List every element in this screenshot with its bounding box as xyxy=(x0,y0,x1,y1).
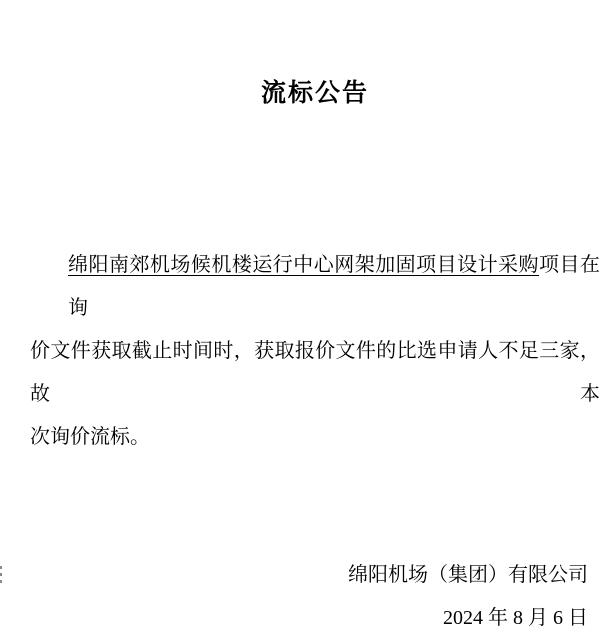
scan-artifact-dot xyxy=(0,580,2,583)
scan-artifact-marks xyxy=(0,566,3,587)
announcement-body xyxy=(30,244,600,459)
body-line-2: 价文件获取截止时间时，获取报价文件的比选申请人不足三家，故本 xyxy=(30,340,600,405)
announcement-date: 2024 年 8 月 6 日 xyxy=(443,607,588,629)
scan-artifact-dot xyxy=(0,573,2,576)
scan-artifact-dot xyxy=(0,566,2,569)
company-name: 绵阳机场（集团）有限公司 xyxy=(348,564,588,586)
announcement-title: 流标公告 xyxy=(260,80,369,107)
body-line-1 xyxy=(30,244,600,330)
body-line-1-rest: 项目在询 xyxy=(68,254,601,319)
body-line-3: 次询价流标。 xyxy=(30,426,150,448)
project-name-underlined: 绵阳南郊机场候机楼运行中心网架加固项目设计采购 xyxy=(68,254,540,276)
